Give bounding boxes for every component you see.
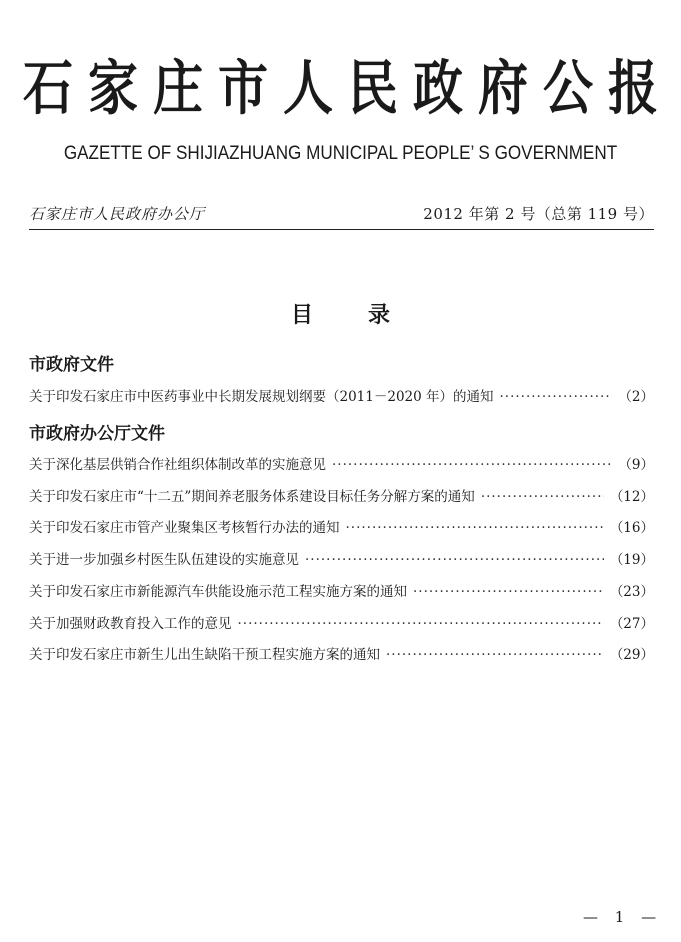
toc-entry[interactable] (29, 453, 654, 473)
section-heading: 市政府文件 (29, 355, 114, 375)
toc-entry-title: 关于进一步加强乡村医生队伍建设的实施意见 (29, 552, 299, 568)
toc-entry[interactable] (29, 643, 654, 663)
toc-entry-page: （27） (609, 616, 654, 632)
toc-entry-page: （12） (609, 489, 654, 505)
leader-dots (500, 389, 613, 405)
section-heading: 市政府办公厅文件 (29, 424, 165, 444)
toc-entry-title: 关于加强财政教育投入工作的意见 (29, 616, 232, 632)
toc-entry-page: （16） (609, 520, 654, 536)
toc-entry[interactable] (29, 485, 654, 505)
toc-entry-page: （29） (609, 647, 654, 663)
toc-entry-page: （2） (618, 389, 654, 405)
issue-line (29, 199, 654, 230)
toc-entry-page: （23） (609, 584, 654, 600)
toc-entry-page: （19） (609, 552, 654, 568)
leader-dots (386, 647, 604, 663)
leader-dots (481, 489, 604, 505)
toc-entry[interactable] (29, 548, 654, 568)
toc-entry-title: 关于印发石家庄市新生儿出生缺陷干预工程实施方案的通知 (29, 647, 380, 663)
toc-entry-title: 关于印发石家庄市中医药事业中长期发展规划纲要（2011－2020 年）的通知 (29, 389, 494, 405)
page-number: — 1 — (583, 908, 663, 926)
toc-entry[interactable] (29, 516, 654, 536)
toc-entry[interactable] (29, 612, 654, 632)
leader-dots (305, 552, 604, 568)
masthead-title: 石家庄市人民政府公报 (23, 53, 673, 123)
toc-entry-title: 关于深化基层供销合作社组织体制改革的实施意见 (29, 457, 326, 473)
toc-entry[interactable] (29, 385, 654, 405)
leader-dots (413, 584, 604, 600)
leader-dots (332, 457, 612, 473)
leader-dots (238, 616, 604, 632)
toc-entry-title: 关于印发石家庄市新能源汽车供能设施示范工程实施方案的通知 (29, 584, 407, 600)
leader-dots (346, 520, 604, 536)
issue-number: 2012 年第 2 号（总第 119 号） (423, 205, 654, 223)
toc-entry-page: （9） (618, 457, 654, 473)
toc-entry[interactable] (29, 580, 654, 600)
issuer: 石家庄市人民政府办公厅 (29, 205, 206, 223)
toc-title: 目录 (290, 303, 445, 328)
masthead-subtitle: GAZETTE OF SHIJIAZHUANG MUNICIPAL PEOPLE’ S GOVERNMENT (63, 143, 618, 164)
toc-entry-title: 关于印发石家庄市“十二五”期间养老服务体系建设目标任务分解方案的通知 (29, 489, 475, 505)
toc-entry-title: 关于印发石家庄市管产业聚集区考核暂行办法的通知 (29, 520, 340, 536)
